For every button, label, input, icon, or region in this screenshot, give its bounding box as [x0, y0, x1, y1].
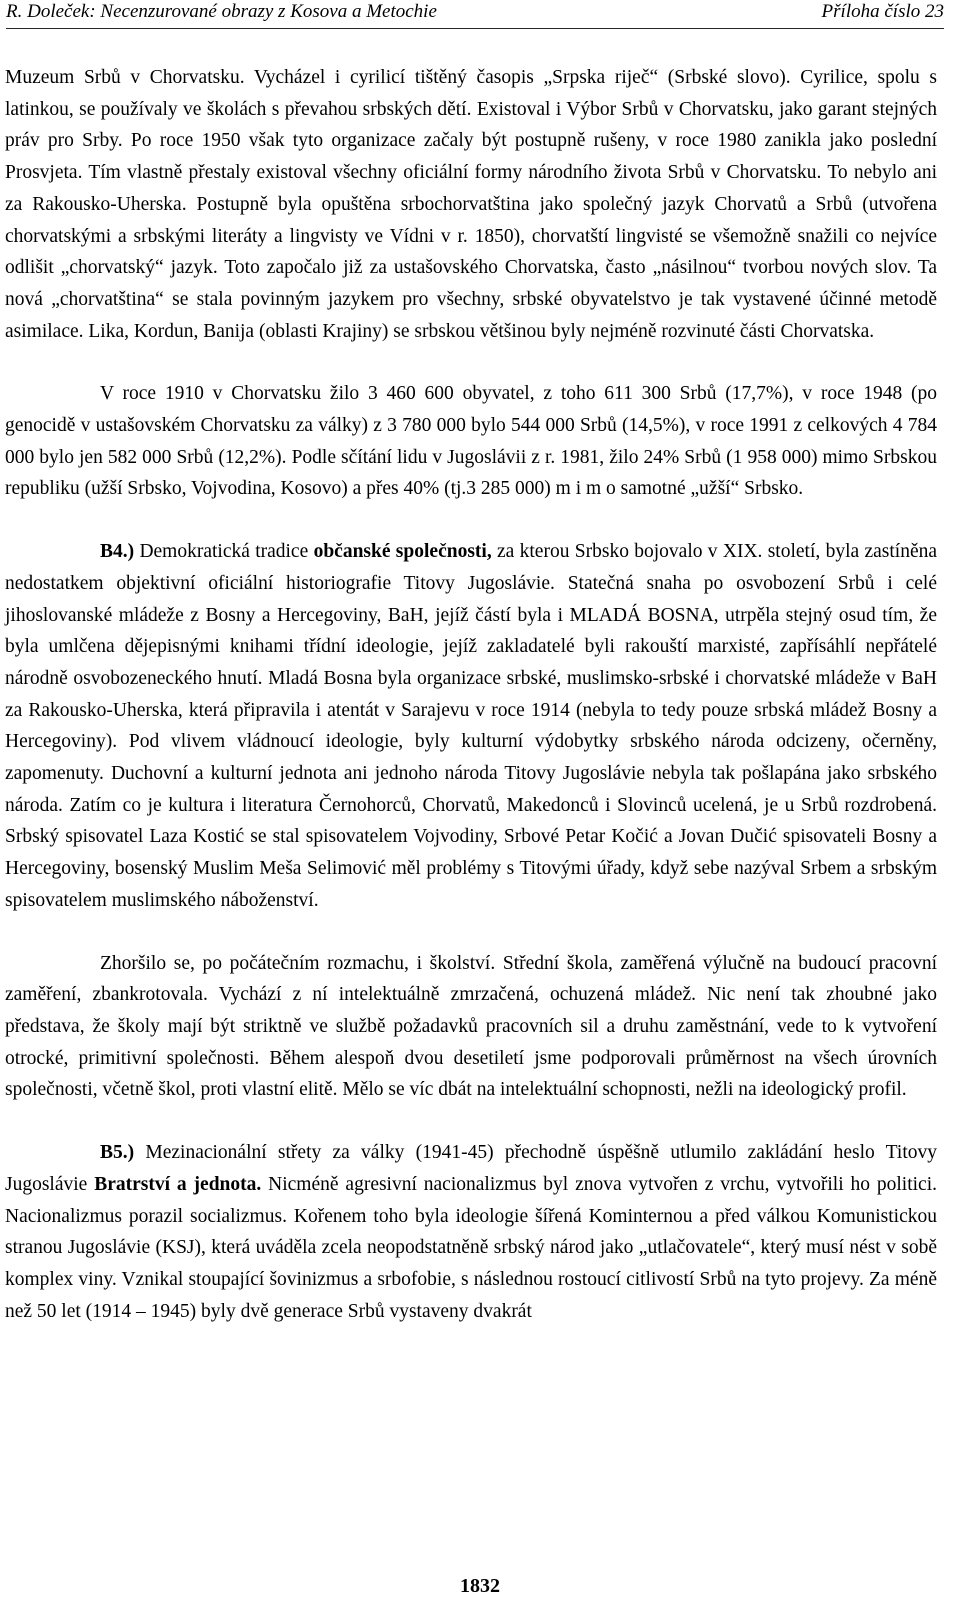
paragraph-b5-bold: Bratrství a jednota.	[94, 1173, 262, 1195]
paragraph-1: Muzeum Srbů v Chorvatsku. Vycházel i cyrilicí tištěný časopis „Srpska riječ“ (Srbské slovo). Cyrilice, spolu s latinkou, se používaly ve školách s převahou srbských dětí. Existoval i Výbor Srbů v Chorvatsku, jako garant stejných práv pro Srby. Po roce 1950 však tyto organizace začaly být postupně rušeny, v roce 1980 zanikla jako poslední Prosvjeta. Tím vlastně přestaly existoval všechny oficiální formy národního života Srbů v Chorvatsku. To nebylo ani za Rakousko-Uherska. Postupně byla opuštěna srbochorvatština jako společný jazyk Chorvatů a Srbů (utvořena chorvatskými a srbskými literáty a lingvisty ve Vídni v r. 1850), chorvatští lingvisté se všemožně snažili co nejvíce odlišit „chorvatský“ jazyk. Toto započalo již za ustašovského Chorvatska, často „násilnou“ tvorbou nových slov. Ta nová „chorvatština“ se stala povinným jazykem pro všechny, srbské obyvatelstvo je tak vystavené účinné metodě asimilace. Lika, Kordun, Banija (oblasti Krajiny) se srbskou většinou byly nejméně rozvinuté části Chorvatska.	[5, 67, 937, 342]
paragraph-b4-text-b: za kterou Srbsko bojovalo v XIX. století, byla zastíněna nedostatkem objektivní oficiální historiografie Titovy Jugoslávie. Statečná snaha po osvobození Srbů i celé jihoslovanské mládeže z Bosny a Hercegoviny, BaH, jejíž částí byla i MLADÁ BOSNA, utrpěla stejný osud tím, že byla umlčena dějepisnými knihami třídní ideologie, jejíž zakladatelé byli rakouští marxisté, zapřísáhlí nepřátelé národně osvobozeneckého hnutí. Mladá Bosna byla organizace srbské, muslimsko-srbské i chorvatské mládeže v BaH za Rakousko-Uherska, která připravila i atentát v Sarajevu v roce 1914 (nebyla to tedy pouze srbská mládež Bosny a Hercegoviny). Pod vlivem vládnoucí ideologie, byly kulturní výdobytky srbského národa odcizeny, očerněny, zapomenuty. Duchovní a kulturní jednota ani jednoho národa Titovy Jugoslávie nebyla tak pošlapána jako srbského národa. Zatím co je kultura i literatura Černohorců, Chorvatů, Makedonců i Slovinců ucelená, je u Srbů rozdrobená. Srbský spisovatel Laza Kostić se stal spisovatelem Vojvodiny, Srbové Petar Kočić a Jovan Dučić spisovateli Bosny a Hercegoviny, bosenský Muslim Meša Selimović měl problémy s Titovými úřady, když sebe nazýval Srbem a srbským spisovatelem muslimského náboženství.	[5, 541, 937, 911]
paragraph-b4	[5, 536, 937, 916]
header-appendix: Příloha číslo 23	[821, 1, 944, 22]
paragraph-b5-text-a: Mezinacionální střety za války (1941-45) přechodně úspěšně utlumilo zakládání heslo Titovy Jugoslávie	[5, 1142, 937, 1195]
paragraph-b4-bold: občanské společnosti,	[313, 541, 492, 563]
paragraph-b4-text-a: Demokratická tradice	[134, 541, 314, 563]
section-label-b5: B5.)	[100, 1142, 135, 1164]
section-label-b4: B4.)	[100, 541, 135, 563]
header-title: R. Doleček: Necenzurované obrazy z Kosova a Metochie	[6, 1, 437, 22]
page-body	[5, 62, 937, 1327]
paragraph-2: V roce 1910 v Chorvatsku žilo 3 460 600 obyvatel, z toho 611 300 Srbů (17,7%), v roce 1948 (po genocidě v ustašovském Chorvatsku za války) z 3 780 000 bylo 544 000 Srbů (14,5%), v roce 1991 z celkových 4 784 000 bylo jen 582 000 Srbů (12,2%). Podle sčítání lidu v Jugoslávii z r. 1981, žilo 24% Srbů (1 958 000) mimo Srbskou republiku (užší Srbsko, Vojvodina, Kosovo) a přes 40% (tj.3 285 000) m i m o samotné „užší“ Srbsko.	[5, 383, 937, 500]
running-header	[6, 0, 944, 24]
paragraph-b5-text-b: Nicméně agresivní nacionalizmus byl znova vytvořen z vrchu, vytvořili ho politici. Nacionalizmus porazil socializmus. Kořenem toho byla ideologie šířená Kominternou a před válkou Komunistickou stranou Jugoslávie (KSJ), která uváděla zcela neopodstatněně srbský národ jako „utlačovatele“, který musí nést v sobě komplex viny. Vznikal stoupající šovinizmus a srbofobie, s následnou rostoucí citlivostí Srbů na tyto projevy. Za méně než 50 let (1914 – 1945) byly dvě generace Srbů vystaveny dvakrát	[5, 1173, 937, 1322]
paragraph-b5	[5, 1137, 937, 1327]
page-number: 1832	[460, 1575, 500, 1597]
paragraph-4: Zhoršilo se, po počátečním rozmachu, i školství. Střední škola, zaměřená výlučně na budoucí pracovní zaměření, zbankrotovala. Vychází z ní intelektuálně zmrzačená, ochuzená mládež. Nic není tak zhoubné jako představa, že školy mají být striktně ve službě požadavků pracovních sil a druhu zaměstnání, vede to k vytvoření otrocké, primitivní společnosti. Během alespoň dvou desetiletí jsme podporovali průměrnost na všech úrovních společnosti, včetně škol, proti vlastní elitě. Mělo se víc dbát na intelektuální schopnosti, nežli na ideologický profil.	[5, 952, 937, 1101]
header-divider	[6, 28, 944, 29]
